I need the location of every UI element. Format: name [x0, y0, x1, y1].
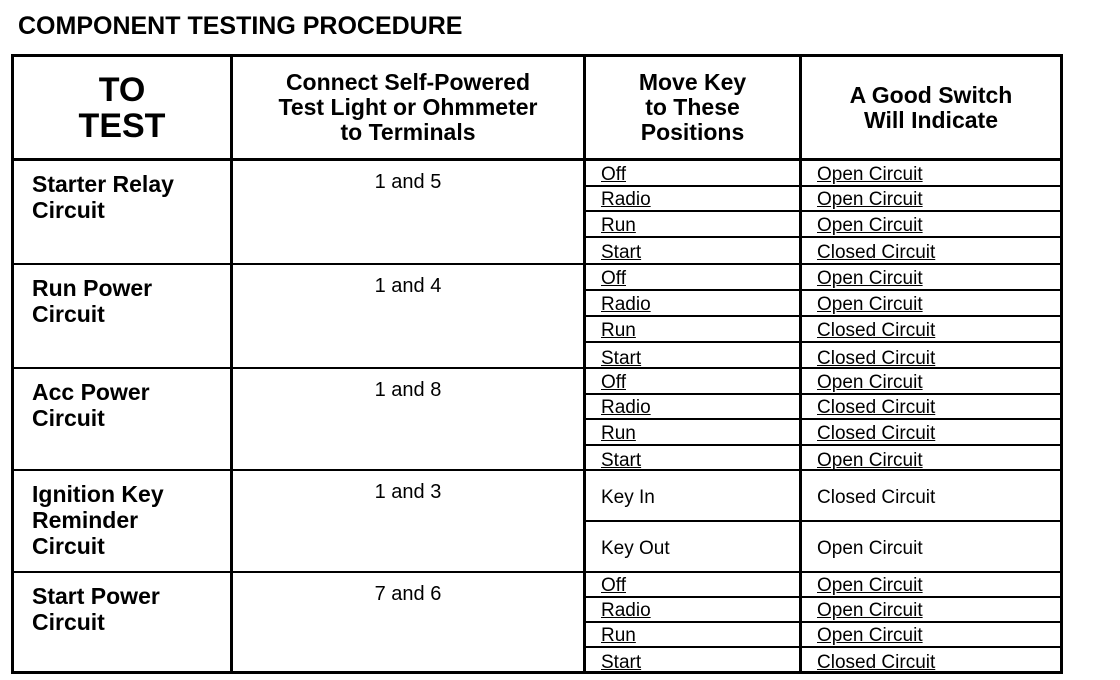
switch-indication: Open Circuit — [817, 450, 923, 471]
key-position: Run — [601, 214, 636, 236]
header-connect: Connect Self-Powered Test Light or Ohmmeter to Terminals — [278, 69, 538, 145]
test-group — [14, 367, 1060, 469]
key-position: Run — [601, 422, 636, 444]
switch-indication: Closed Circuit — [817, 397, 936, 418]
key-position: Off — [601, 371, 626, 393]
switch-indication: Closed Circuit — [817, 320, 936, 341]
terminals: 1 and 8 — [374, 379, 442, 401]
table-row — [584, 420, 1060, 446]
key-position: Run — [601, 625, 636, 646]
switch-indication: Open Circuit — [817, 268, 923, 289]
key-position: Key In — [601, 487, 655, 508]
table-row — [584, 446, 1060, 472]
test-group — [14, 571, 1060, 671]
table-row — [584, 623, 1060, 648]
switch-indication: Closed Circuit — [817, 348, 936, 369]
key-position: Off — [601, 163, 626, 185]
switch-indication: Open Circuit — [817, 625, 923, 646]
key-position: Start — [601, 652, 642, 673]
key-position: Radio — [601, 600, 651, 621]
key-position: Start — [601, 450, 642, 471]
page-title: COMPONENT TESTING PROCEDURE — [18, 12, 463, 40]
terminals: 7 and 6 — [374, 583, 442, 605]
key-position: Radio — [601, 397, 651, 418]
switch-indication: Open Circuit — [817, 575, 923, 596]
table-row — [584, 212, 1060, 238]
key-position: Radio — [601, 189, 651, 210]
switch-indication: Open Circuit — [817, 189, 923, 210]
table-row — [584, 522, 1060, 573]
table-header — [14, 57, 1060, 161]
column-divider — [799, 57, 802, 671]
test-group — [14, 263, 1060, 367]
table-row — [584, 343, 1060, 369]
table-row — [584, 238, 1060, 264]
test-name: Acc Power Circuit — [32, 379, 150, 431]
key-position: Run — [601, 320, 636, 341]
test-name: Ignition Key Reminder Circuit — [32, 481, 164, 559]
key-position: Off — [601, 268, 626, 289]
switch-indication: Open Circuit — [817, 371, 923, 393]
table-row — [584, 317, 1060, 343]
testing-table — [11, 54, 1063, 674]
table-row — [584, 187, 1060, 213]
switch-indication: Open Circuit — [817, 294, 923, 315]
test-name: Start Power Circuit — [32, 583, 160, 635]
header-to-test: TO TEST — [78, 70, 166, 145]
key-position: Radio — [601, 294, 651, 315]
switch-indication: Closed Circuit — [817, 487, 936, 508]
key-position: Start — [601, 348, 642, 369]
terminals: 1 and 5 — [374, 171, 442, 193]
switch-indication: Open Circuit — [817, 214, 923, 236]
column-divider — [583, 57, 586, 671]
header-move-key: Move Key to These Positions — [638, 69, 747, 145]
switch-indication: Open Circuit — [817, 538, 923, 559]
column-divider — [230, 57, 233, 671]
table-row — [584, 598, 1060, 623]
table-row — [584, 291, 1060, 317]
switch-indication: Closed Circuit — [817, 652, 936, 673]
terminals: 1 and 4 — [374, 275, 442, 297]
table-row — [584, 395, 1060, 421]
table-row — [584, 648, 1060, 673]
key-position: Start — [601, 242, 642, 263]
table-row — [584, 265, 1060, 291]
table-row — [584, 471, 1060, 522]
test-group — [14, 469, 1060, 571]
test-name: Starter Relay Circuit — [32, 171, 174, 223]
switch-indication: Open Circuit — [817, 163, 923, 185]
table-row — [584, 573, 1060, 598]
test-name: Run Power Circuit — [32, 275, 153, 327]
header-indicate: A Good Switch Will Indicate — [849, 81, 1013, 133]
table-row — [584, 161, 1060, 187]
table-row — [584, 369, 1060, 395]
switch-indication: Open Circuit — [817, 600, 923, 621]
terminals: 1 and 3 — [374, 481, 442, 503]
switch-indication: Closed Circuit — [817, 422, 936, 444]
key-position: Key Out — [601, 538, 670, 559]
key-position: Off — [601, 575, 626, 596]
test-group — [14, 161, 1060, 263]
switch-indication: Closed Circuit — [817, 242, 936, 263]
